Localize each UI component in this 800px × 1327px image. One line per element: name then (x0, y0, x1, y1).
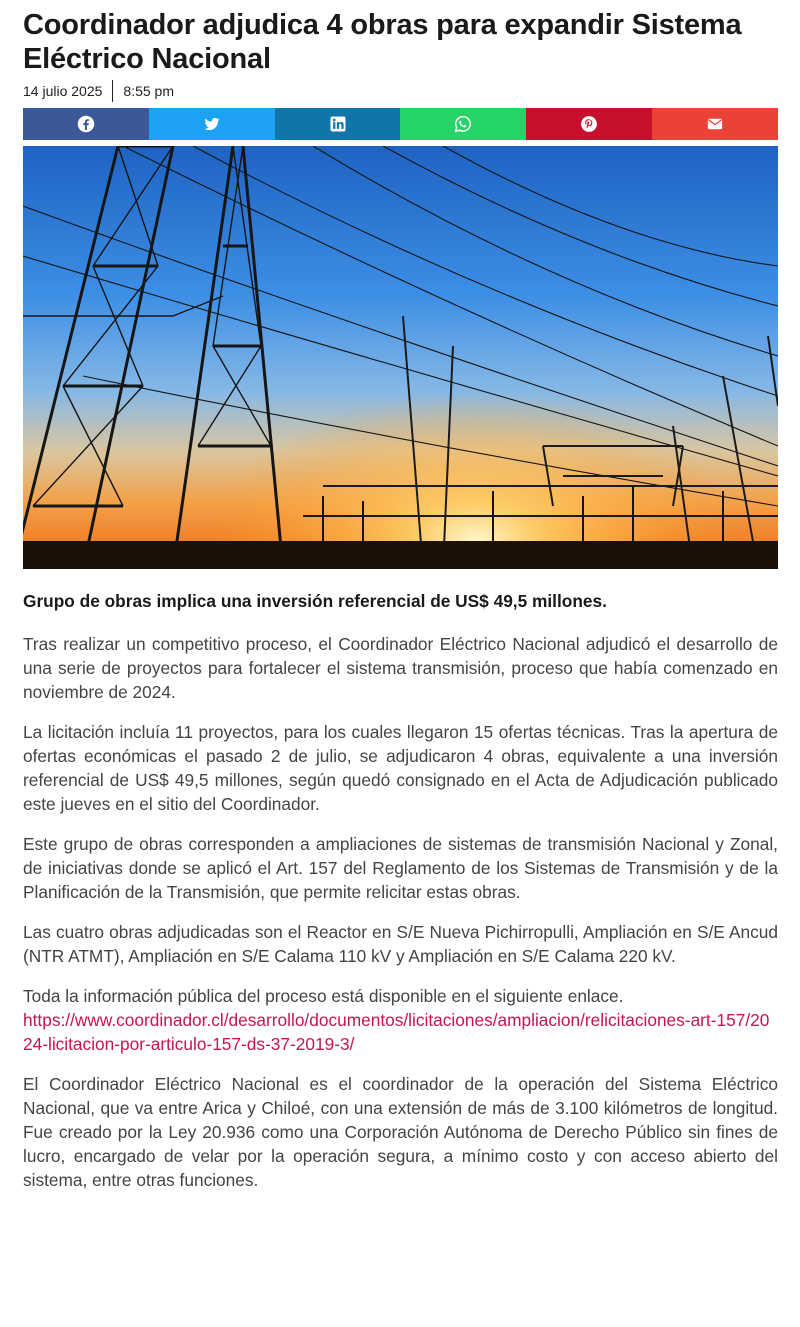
share-twitter-button[interactable] (149, 108, 275, 140)
facebook-icon (77, 115, 95, 133)
transmission-towers-photo (23, 146, 778, 569)
share-facebook-button[interactable] (23, 108, 149, 140)
pinterest-icon (580, 115, 598, 133)
share-bar (23, 108, 778, 140)
twitter-icon (203, 115, 221, 133)
linkedin-icon (329, 115, 347, 133)
publish-date: 14 julio 2025 (23, 83, 103, 99)
process-link[interactable]: https://www.coordinador.cl/desarrollo/documentos/licitaciones/ampliacion/relicitaciones-art-157/2024-licitacion-por-articulo-157-ds-37-2019-3/ (23, 1010, 770, 1054)
share-whatsapp-button[interactable] (400, 108, 526, 140)
hero-image (23, 146, 778, 569)
paragraph: La licitación incluía 11 proyectos, para los cuales llegaron 15 ofertas técnicas. Tras la apertura de ofertas económicas el pasado 2 de julio, se adjudicaron 4 obras, equivalente a una inversión referencial de US$ 49,5 millones, según quedó consignado en el Acta de Adjudicación publicado este jueves en el sitio del Coordinador. (23, 722, 778, 814)
meta-divider (112, 80, 113, 102)
paragraph: Las cuatro obras adjudicadas son el Reactor en S/E Nueva Pichirropulli, Ampliación en S/E Ancud (NTR ATMT), Ampliación en S/E Calama 110 kV y Ampliación en S/E Calama 220 kV. (23, 922, 778, 966)
link-paragraph (23, 984, 778, 1056)
paragraph: El Coordinador Eléctrico Nacional es el coordinador de la operación del Sistema Eléctrico Nacional, que va entre Arica y Chiloé, con una extensión de más de 3.100 kilómetros de longitud. Fue creado por la Ley 20.936 como una Corporación Autónoma de Derecho Público sin fines de lucro, encargado de velar por la operación segura, a mínimo costo y con acceso abierto del sistema, entre otras funciones. (23, 1074, 778, 1190)
share-email-button[interactable] (652, 108, 778, 140)
envelope-icon (706, 115, 724, 133)
article-lead: Grupo de obras implica una inversión referencial de US$ 49,5 millones. (23, 591, 607, 611)
share-linkedin-button[interactable] (275, 108, 401, 140)
article-meta (23, 80, 174, 102)
share-pinterest-button[interactable] (526, 108, 652, 140)
link-intro: Toda la información pública del proceso está disponible en el siguiente enlace. (23, 986, 624, 1006)
publish-time: 8:55 pm (123, 83, 174, 99)
paragraph: Este grupo de obras corresponden a ampliaciones de sistemas de transmisión Nacional y Zonal, de iniciativas donde se aplicó el Art. 157 del Reglamento de los Sistemas de Transmisión y de la Planificación de la Transmisión, que permite relicitar estas obras. (23, 834, 778, 902)
article-title: Coordinador adjudica 4 obras para expandir Sistema Eléctrico Nacional (23, 9, 742, 75)
paragraph: Tras realizar un competitivo proceso, el Coordinador Eléctrico Nacional adjudicó el desarrollo de una serie de proyectos para fortalecer el sistema transmisión, proceso que había comenzado en noviembre de 2024. (23, 634, 778, 702)
whatsapp-icon (454, 115, 472, 133)
article-body (23, 589, 778, 1208)
